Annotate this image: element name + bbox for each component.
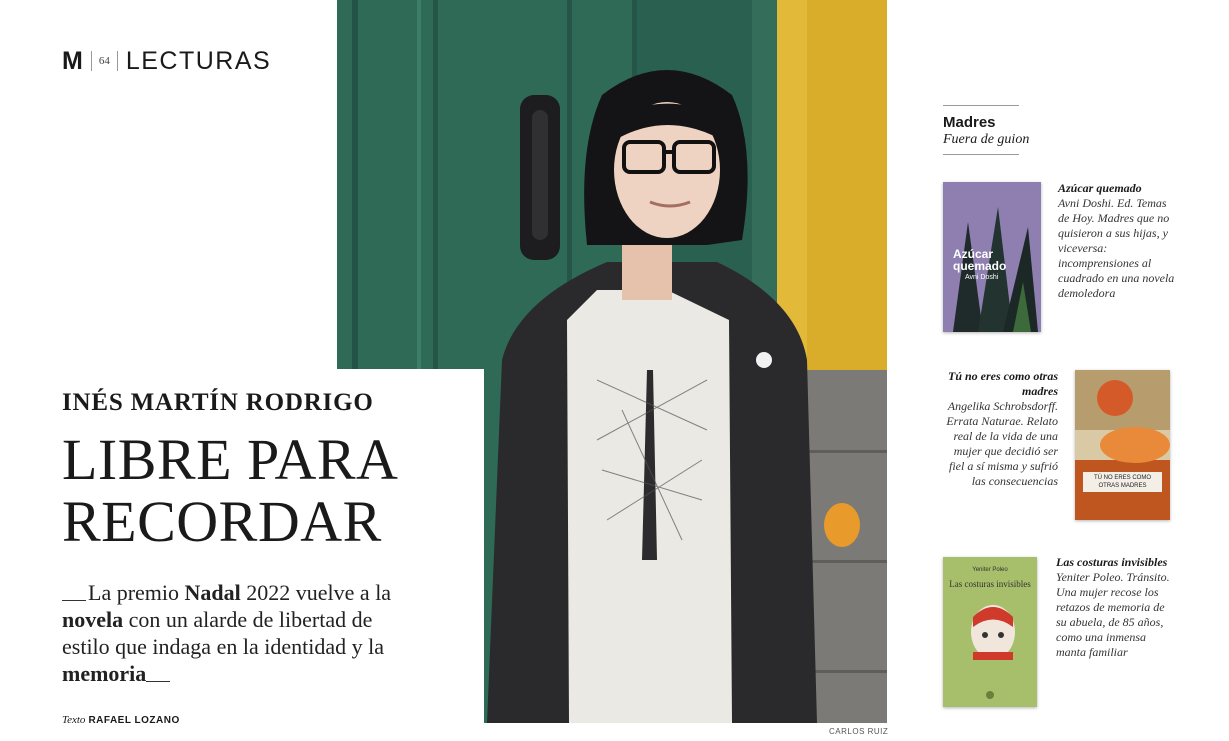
article-author: INÉS MARTÍN RODRIGO [62,389,374,416]
photo-credit: CARLOS RUIZ [829,727,889,736]
headline-line-2: RECORDAR [62,489,382,554]
header-divider [91,51,92,71]
article-headline [62,429,398,553]
book-description: Yeniter Poleo. Tránsito. Una mujer recose los retazos de memoria de su abuela, de 85 años, como una inmensa manta familiar [1056,570,1170,659]
article-textbox [40,369,484,741]
cover-title: Azúcar quemado [953,247,1007,273]
book-title: Las costuras invisibles [1056,555,1168,569]
dek-bold-1: Nadal [184,580,241,605]
dek-text-3: con un alarde de libertad de estilo que indaga en la identidad y la [62,607,384,659]
book-entry-tu-no-eres [940,369,1058,489]
sidebar-title: Madres [943,114,996,131]
byline [62,714,180,726]
dek-text-1: La premio [88,580,185,605]
article-dek [62,579,422,687]
section-title: LECTURAS [125,46,272,75]
cover-title: TÚ NO ERES COMO OTRAS MADRES [1083,472,1162,492]
dek-trail-rule [146,681,170,682]
sidebar-rule-top [943,105,1019,106]
headline-line-1: LIBRE PARA [62,427,399,492]
brand-logo: M [62,46,82,75]
dek-lead-rule [62,600,86,601]
book-entry-azucar-quemado [1058,181,1176,301]
sidebar-header [943,105,1030,155]
sidebar-rule-bottom [943,154,1019,155]
page-number: 64 [98,55,110,67]
dek-text-2: 2022 vuelve a la [240,580,392,605]
book-title: Tú no eres como otras madres [947,369,1058,398]
book-cover-las-costuras [943,557,1037,707]
dek-bold-2: novela [62,607,124,632]
book-entry-las-costuras [1056,555,1176,660]
book-cover-azucar-quemado [943,182,1041,332]
book-description: Avni Doshi. Ed. Temas de Hoy. Madres que no quisieron a sus hijas, y viceversa: incomprensiones al cuadrado en una novela demoledora [1058,196,1175,300]
book-title: Azúcar quemado [1058,181,1142,195]
cover-author: Yeniter Poleo [972,567,1008,573]
byline-name: RAFAEL LOZANO [88,715,180,726]
cover-author: Avni Doshi [965,274,999,281]
byline-label: Texto [62,714,86,726]
book-description: Angelika Schrobsdorff. Errata Naturae. Relato real de la vida de una mujer que decidió ser fiel a sí misma y sufrió las consecuencias [946,399,1058,488]
dek-bold-3: memoria [62,661,147,686]
page-header [62,46,271,76]
header-divider-2 [117,51,118,71]
book-cover-tu-no-eres [1075,370,1170,520]
sidebar-subtitle: Fuera de guion [943,132,1030,147]
cover-title: Las costuras invisibles [949,579,1031,589]
